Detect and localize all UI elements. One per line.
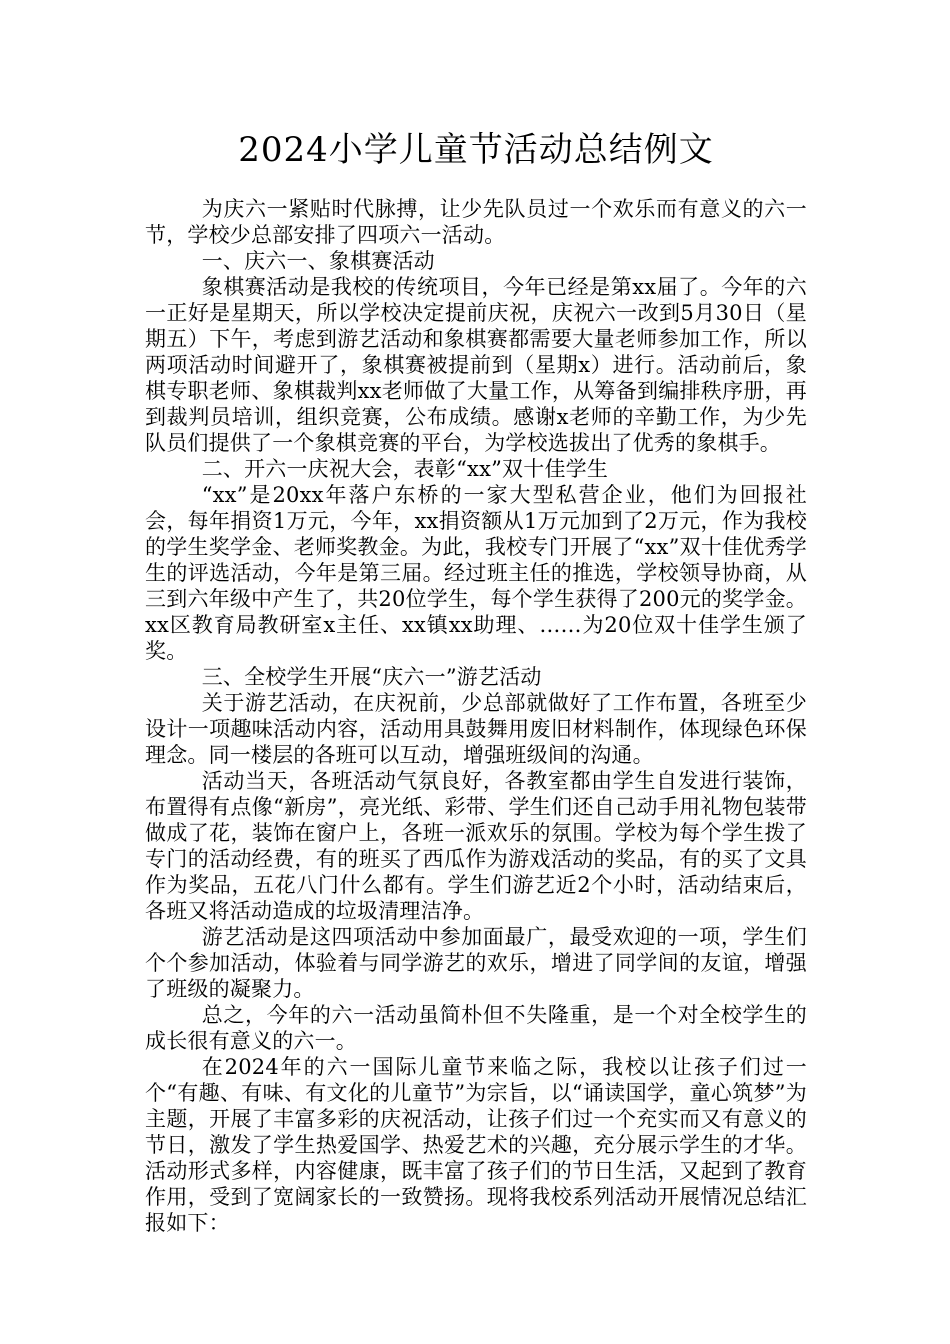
paragraph-intro: 为庆六一紧贴时代脉搏，让少先队员过一个欢乐而有意义的六一节，学校少总部安排了四项六一活动。 <box>145 197 807 247</box>
document-title: 2024小学儿童节活动总结例文 <box>238 130 714 170</box>
paragraph-ceremony: “xx”是20xx年落户东桥的一家大型私营企业，他们为回报社会，每年捐资1万元，今年，xx捐资额从1万元加到了2万元，作为我校的学生奖学金、老师奖教金。为此，我校专门开展了“xx”双十佳优秀学生的评选活动，今年是第三届。经过班主任的推选，学校领导协商，从三到六年级中产生了，共20位学生，每个学生获得了200元的奖学金。xx区教育局教研室x主任、xx镇xx助理、……为20位双十佳学生颁了奖。 <box>145 483 807 663</box>
section-heading-games: 三、全校学生开展“庆六一”游艺活动 <box>201 665 542 689</box>
paragraph-2024-intro: 在2024年的六一国际儿童节来临之际，我校以让孩子们过一个“有趣、有味、有文化的儿童节”为宗旨，以“诵读国学，童心筑梦”为主题，开展了丰富多彩的庆祝活动，让孩子们过一个充实而又有意义的节日，激发了学生热爱国学、热爱艺术的兴趣，充分展示学生的才华。活动形式多样，内容健康，既丰富了孩子们的节日生活，又起到了教育作用，受到了宽阔家长的一致赞扬。现将我校系列活动开展情况总结汇报如下： <box>145 1055 807 1235</box>
paragraph-games-day: 活动当天，各班活动气氛良好，各教室都由学生自发进行装饰，布置得有点像“新房”，亮光纸、彩带、学生们还自己动手用礼物包装带做成了花，装饰在窗户上，各班一派欢乐的氛围。学校为每个学生拨了专门的活动经费，有的班买了西瓜作为游戏活动的奖品，有的买了文具作为奖品，五花八门什么都有。学生们游艺近2个小时，活动结束后，各班又将活动造成的垃圾清理洁净。 <box>145 769 807 923</box>
paragraph-games-summary: 游艺活动是这四项活动中参加面最广，最受欢迎的一项，学生们个个参加活动，体验着与同学游艺的欢乐，增进了同学间的友谊，增强了班级的凝聚力。 <box>145 925 807 1001</box>
document-body <box>145 196 807 1236</box>
document-page <box>145 126 807 1236</box>
paragraph-chess: 象棋赛活动是我校的传统项目，今年已经是第xx届了。今年的六一正好是星期天，所以学校决定提前庆祝，庆祝六一改到5月30日（星期五）下午，考虑到游艺活动和象棋赛都需要大量老师参加工作，所以两项活动时间避开了，象棋赛被提前到（星期x）进行。活动前后，象棋专职老师、象棋裁判xx老师做了大量工作，从筹备到编排秩序册，再到裁判员培训，组织竞赛，公布成绩。感谢x老师的辛勤工作，为少先队员们提供了一个象棋竞赛的平台，为学校选拔出了优秀的象棋手。 <box>145 275 807 455</box>
section-heading-ceremony: 二、开六一庆祝大会，表彰“xx”双十佳学生 <box>201 457 609 481</box>
section-heading-chess: 一、庆六一、象棋赛活动 <box>201 249 435 273</box>
paragraph-games-prep: 关于游艺活动，在庆祝前，少总部就做好了工作布置，各班至少设计一项趣味活动内容，活动用具鼓舞用废旧材料制作，体现绿色环保理念。同一楼层的各班可以互动，增强班级间的沟通。 <box>145 691 807 767</box>
paragraph-conclusion: 总之，今年的六一活动虽简朴但不失隆重，是一个对全校学生的成长很有意义的六一。 <box>145 1003 807 1053</box>
